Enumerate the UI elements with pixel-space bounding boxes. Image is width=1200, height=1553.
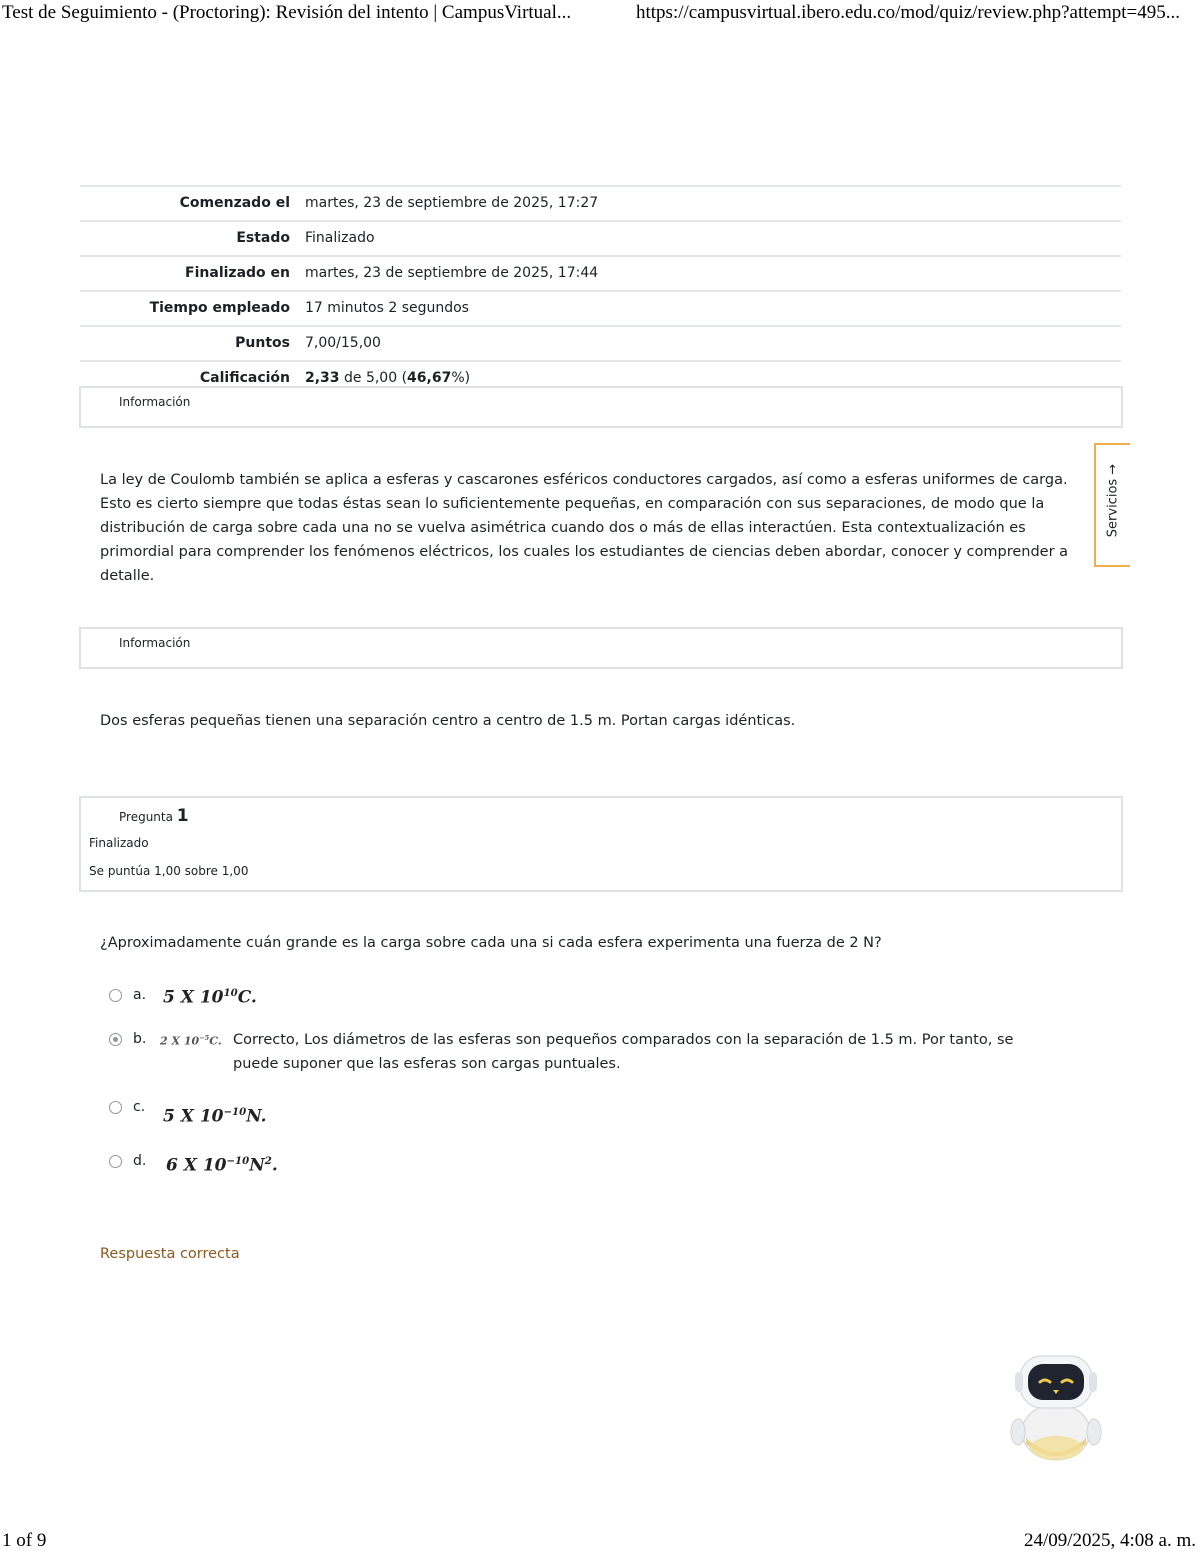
summary-label: Estado [236,230,290,246]
summary-value: Finalizado [305,230,375,246]
summary-value: 17 minutos 2 segundos [305,300,469,316]
question-grade: Se puntúa 1,00 sobre 1,00 [89,864,249,878]
summary-label: Finalizado en [185,265,290,281]
summary-value: martes, 23 de septiembre de 2025, 17:27 [305,195,599,211]
summary-row-state [80,221,1121,256]
summary-label: Tiempo empleado [149,300,290,316]
info-header-1 [79,386,1123,428]
summary-label: Puntos [235,335,290,351]
question-text: ¿Aproximadamente cuán grande es la carga sobre cada una si cada esfera experimenta una fuerza de 2 N? [100,935,882,951]
info-text-2: Dos esferas pequeñas tienen una separación centro a centro de 1.5 m. Portan cargas idénticas. [100,713,796,729]
option-a-letter: a. [133,987,147,1003]
chatbot-robot-icon[interactable] [1008,1352,1104,1464]
grade-out-of: de 5,00 ( [344,370,408,386]
question-number: Pregunta 1 [119,806,189,826]
summary-value: martes, 23 de septiembre de 2025, 17:44 [305,265,599,281]
print-header-title: Test de Seguimiento - (Proctoring): Revisión del intento | CampusVirtual... [2,2,572,23]
option-a-answer: 5 X $10^{10}C$. [163,987,257,1008]
print-footer-datetime: 24/09/2025, 4:08 a. m. [1023,1530,1196,1551]
option-a-radio[interactable] [109,989,122,1002]
summary-row-finished [80,256,1121,291]
option-c-letter: c. [133,1099,146,1115]
attempt-summary-table [80,185,1121,395]
option-d-answer: 6 X $10^{-10}N^2$. [166,1155,278,1176]
info-label: Información [119,395,191,409]
option-d-radio[interactable] [109,1155,122,1168]
question-info-box [79,796,1123,892]
summary-label: Comenzado el [179,195,290,211]
option-b-radio[interactable] [109,1033,122,1046]
grade-percent: 46,67 [407,370,452,386]
result-feedback: Respuesta correcta [100,1246,240,1262]
info-header-2 [79,627,1123,669]
print-footer-page: 1 of 9 [2,1530,47,1551]
summary-row-points [80,326,1121,361]
print-header-url: https://campusvirtual.ibero.edu.co/mod/quiz/review.php?attempt=495... [636,2,1180,23]
option-b-letter: b. [133,1031,147,1047]
summary-value: 7,00/15,00 [305,335,381,351]
arrow-right-icon: → [1105,463,1121,475]
option-c-radio[interactable] [109,1101,122,1114]
summary-label: Calificación [199,370,290,386]
question-state: Finalizado [89,836,149,850]
services-tab[interactable] [1094,443,1130,567]
option-d-letter: d. [133,1153,147,1169]
summary-row-started [80,186,1121,221]
info-label: Información [119,636,191,650]
services-label: Servicios → [1105,463,1121,538]
info-text-1: La ley de Coulomb también se aplica a esferas y cascarones esféricos conductores cargados, así como a esferas uniformes de carga. Esto es cierto siempre que todas éstas sean lo suficientemente pequeñas, en comparación con sus separaciones, de modo que la distribución de carga sobre cada una no se vuelva asimétrica cuando dos o más de ellas interactúen. Esta contextualización es primordial para comprender los fenómenos eléctricos, los cuales los estudiantes de ciencias deben abordar, conocer y comprender a detalle. [100,472,1069,584]
option-c-answer: 5 X $10^{-10}N$. [163,1106,267,1127]
option-b-feedback: Correcto, Los diámetros de las esferas son pequeños comparados con la separación de 1.5 m. Por tanto, se puede suponer que las esferas son cargas puntuales. [233,1032,1014,1072]
summary-row-time-taken [80,291,1121,326]
option-b-answer: 2 X $10^{-5}C$. [160,1034,222,1048]
grade-percent-end: %) [451,370,471,386]
grade-score: 2,33 [305,370,340,386]
